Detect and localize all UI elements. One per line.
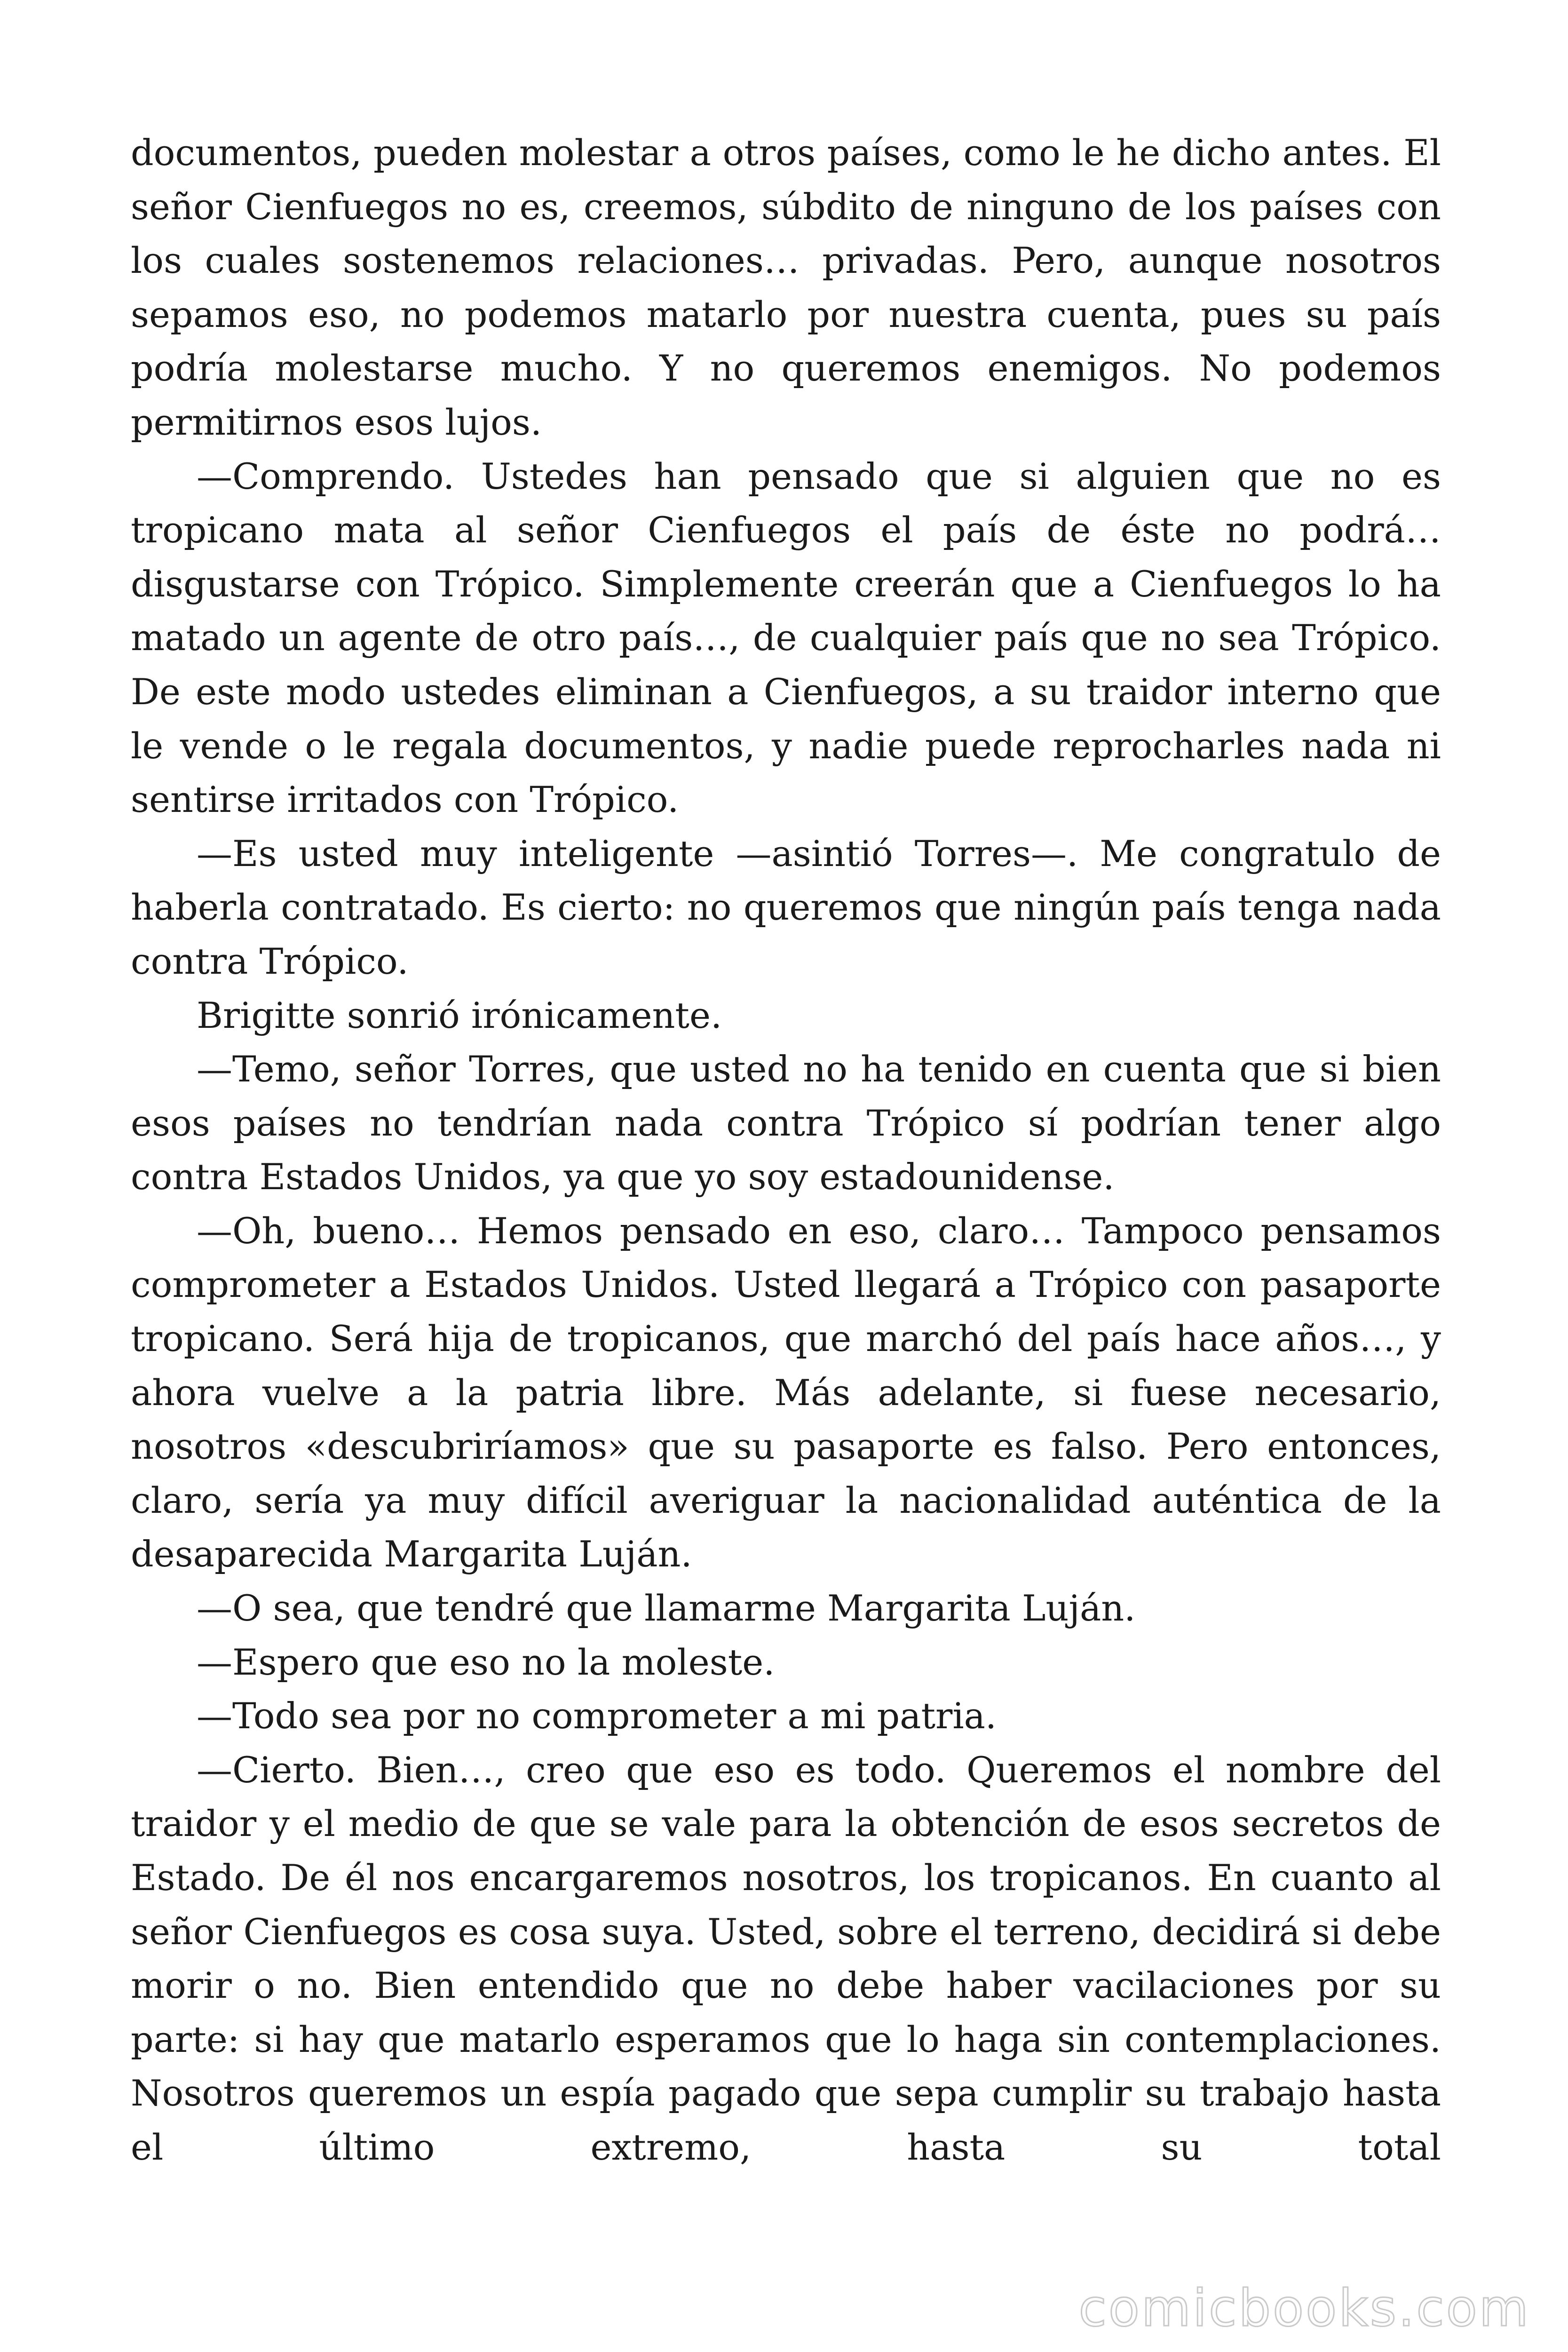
paragraph-9: —Todo sea por no comprometer a mi patria. (197, 1695, 997, 1737)
paragraph-10: —Cierto. Bien…, creo que eso es todo. Queremos el nombre del traidor y el medio de que se vale para la obtención de esos secretos de Estado. De él nos encargaremos nosotros, los tropicanos. En cuanto al señor Cienfuegos es cosa suya. Usted, sobre el terreno, decidirá si debe morir o no. Bien entendido que no debe haber vacilaciones por su parte: si hay que matarlo esperamos que lo haga sin contemplaciones. Nosotros queremos un espía pagado que sepa cumplir su trabajo hasta el último extremo, hasta su total (131, 1748, 1441, 2168)
paragraph-2: —Comprendo. Ustedes han pensado que si alguien que no es tropicano mata al señor Cienfuegos el país de éste no podrá… disgustarse con Trópico. Simplemente creerán que a Cienfuegos lo ha matado un agente de otro país…, de cualquier país que no sea Trópico. De este modo ustedes eliminan a Cienfuegos, a su traidor interno que le vende o le regala documentos, y nadie puede reprocharles nada ni sentirse irritados con Trópico. (131, 455, 1441, 821)
paragraph-8: —Espero que eso no la moleste. (197, 1641, 775, 1683)
paragraph-4: Brigitte sonrió irónicamente. (197, 994, 722, 1036)
paragraph-5: —Temo, señor Torres, que usted no ha tenido en cuenta que si bien esos países no tendrían nada contra Trópico sí podrían tener algo contra Estados Unidos, ya que yo soy estadounidense. (131, 1048, 1441, 1198)
paragraph-6: —Oh, bueno… Hemos pensado en eso, claro… Tampoco pensamos comprometer a Estados Unidos. Usted llegará a Trópico con pasaporte tropicano. Será hija de tropicanos, que marchó del país hace años…, y ahora vuelve a la patria libre. Más adelante, si fuese necesario, nosotros «descubriríamos» que su pasaporte es falso. Pero entonces, claro, sería ya muy difícil averiguar la nacionalidad auténtica de la desaparecida Margarita Luján. (131, 1209, 1441, 1575)
book-page-text (131, 126, 1441, 2175)
paragraph-1: documentos, pueden molestar a otros países, como le he dicho antes. El señor Cienfuegos no es, creemos, súbdito de ninguno de los países con los cuales sostenemos relaciones… privadas. Pero, aunque nosotros sepamos eso, no podemos matarlo por nuestra cuenta, pues su país podría molestarse mucho. Y no queremos enemigos. No podemos permitirnos esos lujos. (131, 132, 1441, 443)
paragraph-3: —Es usted muy inteligente —asintió Torres—. Me congratulo de haberla contratado. Es cierto: no queremos que ningún país tenga nada contra Trópico. (131, 832, 1441, 982)
paragraph-7: —O sea, que tendré que llamarme Margarita Luján. (197, 1587, 1136, 1629)
watermark-logo: comicbooks.com (1078, 2279, 1530, 2338)
